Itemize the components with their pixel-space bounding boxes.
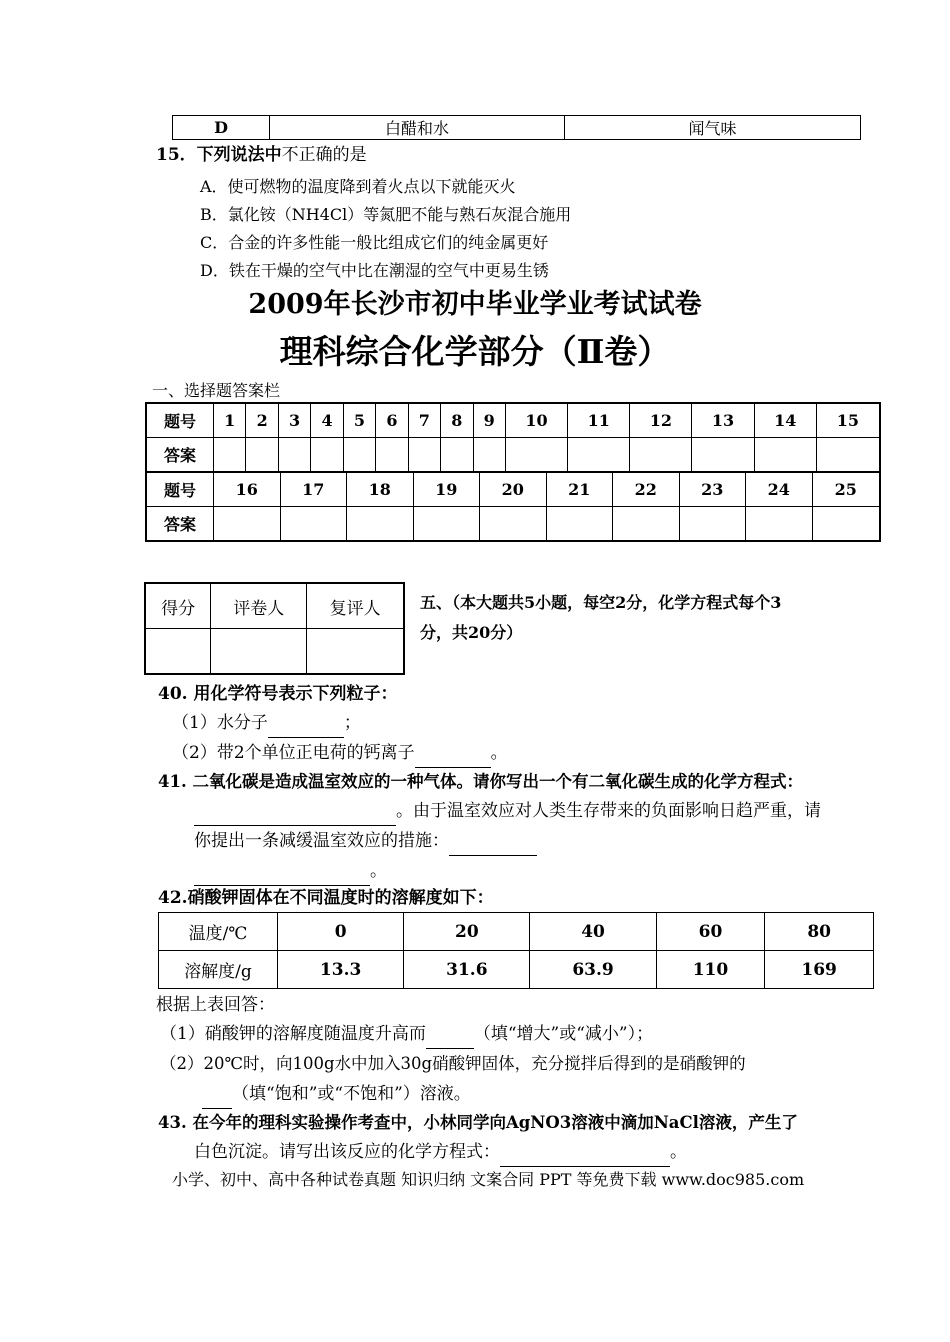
question-number: 24 bbox=[746, 473, 813, 507]
solubility-value: 110 bbox=[656, 951, 765, 989]
question-number: 1 bbox=[214, 403, 246, 438]
question-number: 15 bbox=[816, 403, 880, 438]
grader-cell[interactable] bbox=[211, 629, 307, 675]
score-cell[interactable] bbox=[145, 629, 211, 675]
question-number: 20 bbox=[480, 473, 547, 507]
grader-header: 评卷人 bbox=[211, 583, 307, 629]
answer-cell[interactable] bbox=[505, 438, 567, 473]
q15-option-c: C．合金的许多性能一般比组成它们的纯金属更好 bbox=[200, 233, 549, 252]
top-table-cell: D bbox=[173, 116, 270, 140]
answer-cell[interactable] bbox=[546, 507, 613, 542]
q42-stem: 42.硝酸钾固体在不同温度时的溶解度如下： bbox=[158, 888, 494, 908]
answer-cell[interactable] bbox=[480, 507, 547, 542]
answer-cell[interactable] bbox=[816, 438, 880, 473]
answer-cell[interactable] bbox=[812, 507, 880, 542]
temperature-value: 40 bbox=[530, 913, 656, 951]
question-number: 14 bbox=[754, 403, 816, 438]
q15-option-a: A．使可燃物的温度降到着火点以下就能灭火 bbox=[200, 177, 516, 196]
answer-cell[interactable] bbox=[278, 438, 310, 473]
answer-cell[interactable] bbox=[630, 438, 692, 473]
question-number: 5 bbox=[343, 403, 375, 438]
question-number: 18 bbox=[347, 473, 414, 507]
q42-after: 根据上表回答： bbox=[156, 995, 275, 1015]
answer-cell[interactable] bbox=[413, 507, 480, 542]
answer-cell[interactable] bbox=[214, 438, 246, 473]
answer-cell[interactable] bbox=[692, 438, 754, 473]
answer-table-label: 答案 bbox=[146, 507, 214, 542]
answer-cell[interactable] bbox=[246, 438, 278, 473]
question-number: 10 bbox=[505, 403, 567, 438]
q15-option-d: D．铁在干燥的空气中比在潮湿的空气中更易生锈 bbox=[200, 261, 549, 280]
q42-answer-blank-2[interactable] bbox=[202, 1080, 232, 1109]
q43-equation-blank[interactable] bbox=[500, 1138, 670, 1167]
answer-table-label: 题号 bbox=[146, 473, 214, 507]
question-number: 9 bbox=[473, 403, 505, 438]
answer-cell[interactable] bbox=[376, 438, 408, 473]
temperature-value: 80 bbox=[765, 913, 874, 951]
answer-cell[interactable] bbox=[343, 438, 375, 473]
answer-cell[interactable] bbox=[746, 507, 813, 542]
q40-part2: （2）带2个单位正电荷的钙离子 。 bbox=[172, 739, 508, 768]
question-number: 17 bbox=[280, 473, 347, 507]
answer-table-label: 答案 bbox=[146, 438, 214, 473]
answer-cell[interactable] bbox=[441, 438, 473, 473]
solubility-row-label: 溶解度/g bbox=[159, 951, 278, 989]
answer-table bbox=[145, 402, 881, 473]
q41-measure-blank[interactable] bbox=[449, 827, 537, 856]
reviewer-cell[interactable] bbox=[307, 629, 404, 675]
q41-line3: 你提出一条减缓温室效应的措施： bbox=[194, 827, 537, 856]
solubility-value: 13.3 bbox=[278, 951, 404, 989]
question-number: 12 bbox=[630, 403, 692, 438]
question-number: 22 bbox=[613, 473, 680, 507]
question-number: 19 bbox=[413, 473, 480, 507]
top-table-cell: 闻气味 bbox=[565, 116, 861, 140]
answer-cell[interactable] bbox=[679, 507, 746, 542]
q40-answer-blank-2[interactable] bbox=[415, 739, 491, 768]
solubility-value: 63.9 bbox=[530, 951, 656, 989]
q41-measure-blank-cont[interactable] bbox=[194, 857, 370, 886]
score-header: 得分 bbox=[145, 583, 211, 629]
exam-title: 2009年长沙市初中毕业学业考试试卷 bbox=[248, 289, 702, 320]
reviewer-header: 复评人 bbox=[307, 583, 404, 629]
top-table bbox=[172, 115, 861, 140]
answer-cell[interactable] bbox=[613, 507, 680, 542]
q42-part2: （2）20℃时，向100g水中加入30g硝酸钾固体，充分搅拌后得到的是硝酸钾的 bbox=[160, 1054, 746, 1073]
answer-cell[interactable] bbox=[280, 507, 347, 542]
question-number: 4 bbox=[311, 403, 343, 438]
temperature-value: 20 bbox=[404, 913, 530, 951]
q41-line4: 。 bbox=[194, 857, 387, 886]
q15-option-b: B．氯化铵（NH4Cl）等氮肥不能与熟石灰混合施用 bbox=[200, 205, 572, 224]
q41-equation-blank[interactable] bbox=[194, 797, 396, 826]
solubility-value: 169 bbox=[765, 951, 874, 989]
q42-part2-line2: （填“饱和”或“不饱和”）溶液。 bbox=[202, 1080, 471, 1109]
answer-cell[interactable] bbox=[473, 438, 505, 473]
question-number: 3 bbox=[278, 403, 310, 438]
score-box bbox=[144, 582, 405, 675]
question-number: 16 bbox=[214, 473, 281, 507]
question-number: 11 bbox=[568, 403, 630, 438]
q42-answer-blank-1[interactable] bbox=[426, 1020, 474, 1049]
q40-part1: （1）水分子 ； bbox=[172, 709, 361, 738]
temperature-value: 60 bbox=[656, 913, 765, 951]
answer-cell[interactable] bbox=[214, 507, 281, 542]
top-table-cell: 白醋和水 bbox=[270, 116, 565, 140]
answer-cell[interactable] bbox=[754, 438, 816, 473]
answer-cell[interactable] bbox=[311, 438, 343, 473]
temperature-value: 0 bbox=[278, 913, 404, 951]
answer-table-label: 题号 bbox=[146, 403, 214, 438]
q40-answer-blank-1[interactable] bbox=[268, 709, 344, 738]
answer-cell[interactable] bbox=[347, 507, 414, 542]
solubility-table bbox=[158, 912, 874, 989]
section5-heading: 五、（本大题共5小题，每空2分，化学方程式每个3 分，共20分） bbox=[420, 593, 782, 642]
exam-subtitle: 理科综合化学部分（Ⅱ卷） bbox=[279, 332, 671, 371]
answer-section-label: 一、选择题答案栏 bbox=[152, 381, 281, 400]
question-number: 7 bbox=[408, 403, 440, 438]
q41-line2: 。由于温室效应对人类生存带来的负面影响日趋严重，请 bbox=[194, 797, 821, 826]
q41-stem: 41. 二氧化碳是造成温室效应的一种气体。请你写出一个有二氧化碳生成的化学方程式： bbox=[158, 772, 803, 791]
solubility-row-label: 温度/℃ bbox=[159, 913, 278, 951]
q40-stem: 40. 用化学符号表示下列粒子： bbox=[158, 684, 398, 704]
question-number: 23 bbox=[679, 473, 746, 507]
answer-table-2 bbox=[145, 472, 881, 542]
question-number: 13 bbox=[692, 403, 754, 438]
question-number: 25 bbox=[812, 473, 880, 507]
answer-cell[interactable] bbox=[408, 438, 440, 473]
footer-text: 小学、初中、高中各种试卷真题 知识归纳 文案合同 PPT 等免费下载 www.doc985.com bbox=[172, 1170, 805, 1189]
question-number: 6 bbox=[376, 403, 408, 438]
answer-cell[interactable] bbox=[568, 438, 630, 473]
q43-line2: 白色沉淀。请写出该反应的化学方程式： 。 bbox=[194, 1138, 687, 1167]
question-number: 8 bbox=[441, 403, 473, 438]
solubility-value: 31.6 bbox=[404, 951, 530, 989]
question-number: 21 bbox=[546, 473, 613, 507]
q15-emphasis: 不正确 bbox=[281, 145, 333, 165]
q42-part1: （1）硝酸钾的溶解度随温度升高而 （填“增大”或“减小”）； bbox=[160, 1020, 653, 1049]
q15-stem: 15．下列说法中不正确的是 bbox=[156, 145, 367, 165]
q43-stem: 43. 在今年的理科实验操作考查中，小林同学向AgNO3溶液中滴加NaCl溶液，产生了 bbox=[158, 1113, 798, 1132]
question-number: 2 bbox=[246, 403, 278, 438]
